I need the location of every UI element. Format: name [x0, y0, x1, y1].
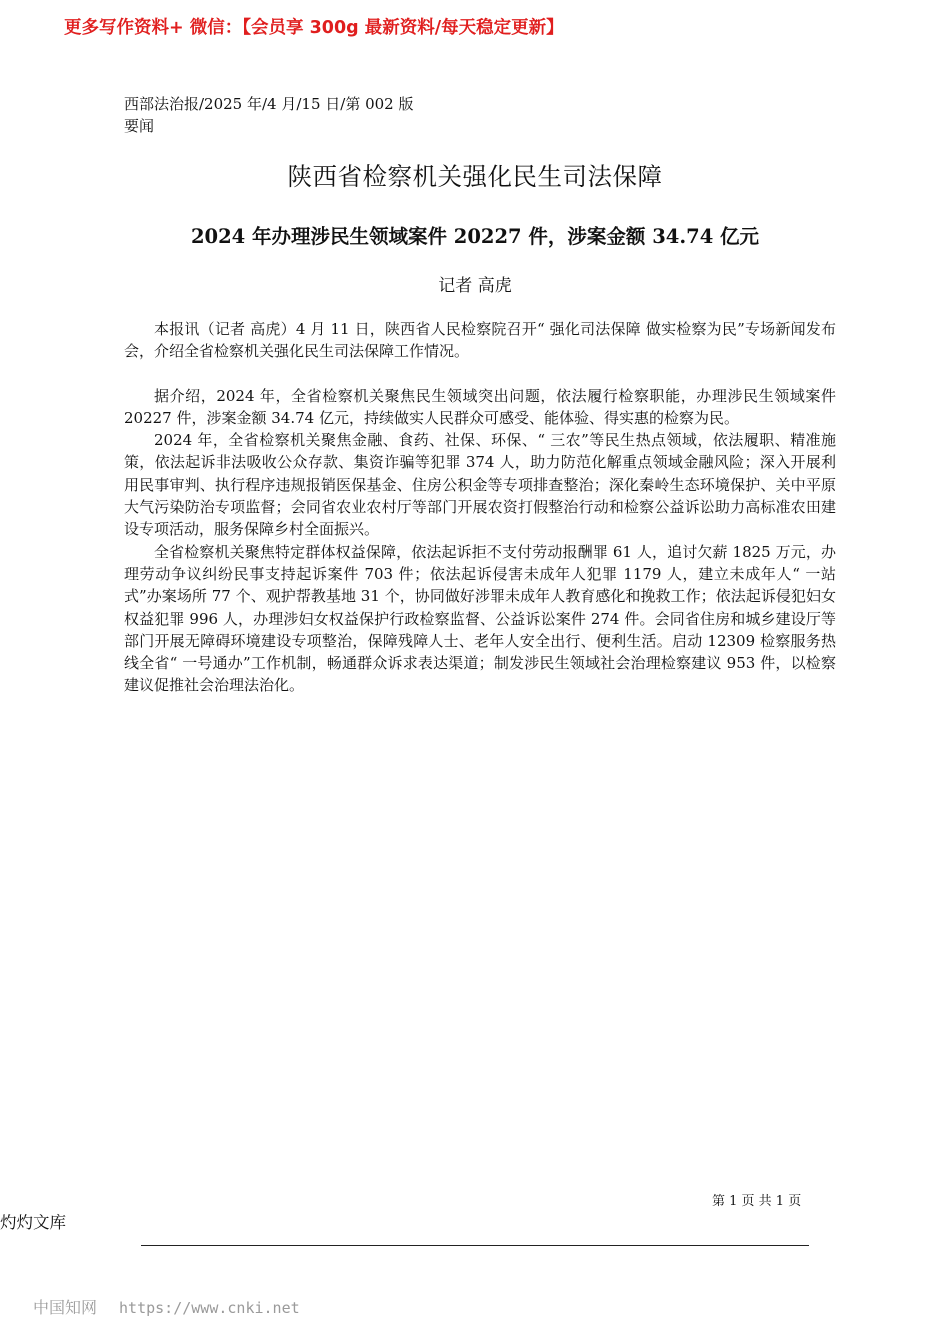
- article-byline: 记者 高虎: [438, 276, 512, 296]
- promo-banner: 更多写作资料+ 微信：【会员享 300g 最新资料/每天稳定更新】: [64, 18, 564, 38]
- page-number: 第 1 页 共 1 页: [712, 1194, 802, 1209]
- library-label: 灼灼文库: [0, 1213, 66, 1232]
- article-source: 西部法治报/2025 年/4 月/15 日/第 002 版要闻: [124, 95, 414, 135]
- paragraph: 据介绍，2024 年，全省检察机关聚焦民生领域突出问题，依法履行检察职能，办理涉民生领域案件 20227 件，涉案金额 34.74 亿元，持续做实人民群众可感受、能体验、得实惠的检察为民。: [124, 386, 836, 427]
- cnki-watermark: [33, 1295, 300, 1318]
- paragraph: 全省检察机关聚焦特定群体权益保障，依法起诉拒不支付劳动报酬罪 61 人，追讨欠薪 1825 万元，办理劳动争议纠纷民事支持起诉案件 703 件；依法起诉侵害未成年人犯罪 1179 人，建立未成年人“ 一站式”办案场所 77 个、观护帮教基地 31 个，协同做好涉罪未成年人教育感化和挽救工作；依法起诉侵犯妇女权益犯罪 996 人，办理涉妇女权益保护行政检察监督、公益诉讼案件 274 件。会同省住房和城乡建设厅等部门开展无障碍环境建设专项整治，保障残障人士、老年人安全出行、便利生活。启动 12309 检察服务热线全省“ 一号通办”工作机制，畅通群众诉求表达渠道；制发涉民生领域社会治理检察建议 953 件，以检察建议促推社会治理法治化。: [124, 542, 836, 695]
- paragraph: 2024 年，全省检察机关聚焦金融、食药、社保、环保、“ 三农”等民生热点领域，依法履职、精准施策，依法起诉非法吸收公众存款、集资诈骗等犯罪 374 人，助力防范化解重点领域金融风险；深入开展利用民事审判、执行程序违规报销医保基金、住房公积金等专项排查整治；深化秦岭生态环境保护、关中平原大气污染防治专项监督；会同省农业农村厅等部门开展农资打假整治行动和检察公益诉讼助力高标准农田建设专项活动，服务保障乡村全面振兴。: [124, 431, 836, 539]
- footer-divider: [141, 1245, 809, 1246]
- paragraph: 本报讯（记者 高虎）4 月 11 日，陕西省人民检察院召开“ 强化司法保障 做实检察为民”专场新闻发布会，介绍全省检察机关强化民生司法保障工作情况。: [124, 320, 836, 361]
- article-body: [124, 318, 836, 697]
- article-title: 陕西省检察机关强化民生司法保障: [287, 162, 663, 191]
- article-subtitle: 2024 年办理涉民生领域案件 20227 件，涉案金额 34.74 亿元: [190, 225, 760, 248]
- cnki-name: 中国知网: [33, 1298, 98, 1317]
- cnki-url[interactable]: https://www.cnki.net: [119, 1299, 300, 1317]
